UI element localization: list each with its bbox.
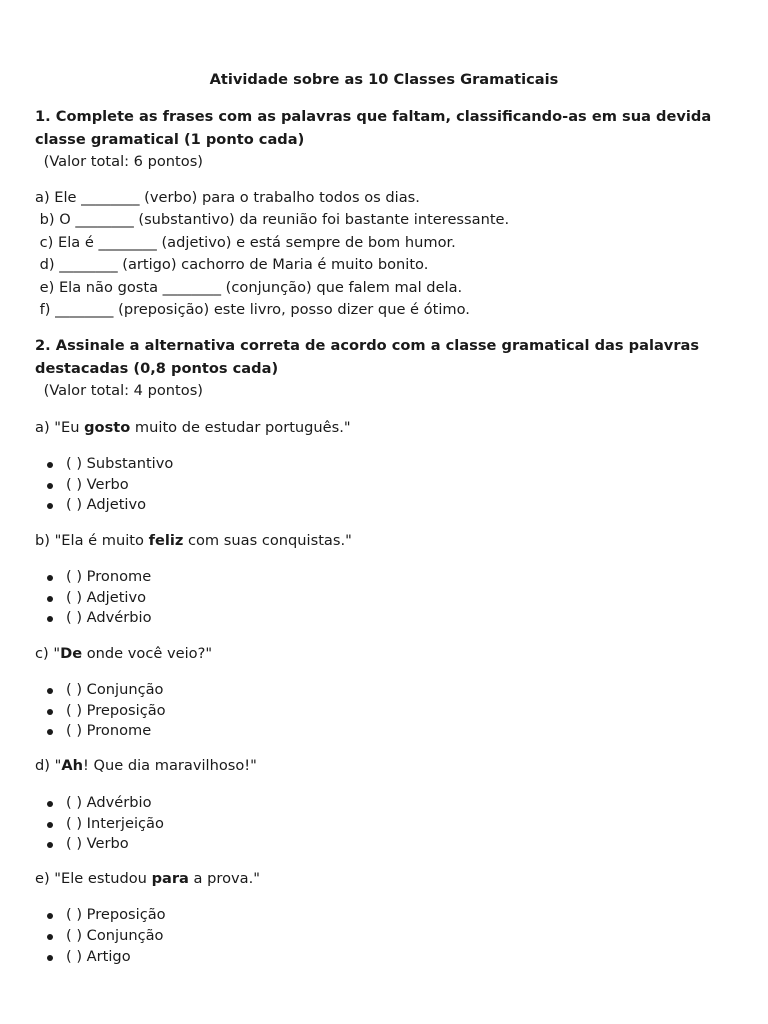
highlighted-word: De — [60, 645, 83, 662]
bullet-icon — [47, 575, 53, 581]
question-2-heading: 2. Assinale a alternativa correta de acordo com a classe gramatical das palavras destacadas (0,8 pontos cada) — [35, 337, 700, 377]
bullet-icon — [47, 709, 53, 715]
q2-d-option-3[interactable]: ( ) Verbo — [66, 835, 129, 852]
bullet-icon — [47, 913, 53, 919]
question-1-value: (Valor total: 6 pontos) — [39, 153, 203, 170]
q2-d-option-1[interactable]: ( ) Advérbio — [66, 794, 152, 811]
bullet-icon — [47, 503, 53, 509]
q1-item-e: e) Ela não gosta ________ (conjunção) que falem mal dela. — [35, 279, 463, 296]
highlighted-word: feliz — [148, 532, 184, 549]
q2-question-a: a) "Eu gosto muito de estudar português." — [35, 419, 351, 436]
q2-question-b: b) "Ela é muito feliz com suas conquistas." — [35, 532, 352, 549]
q1-item-b: b) O ________ (substantivo) da reunião foi bastante interessante. — [35, 211, 510, 228]
q2-question-c: c) "De onde você veio?" — [35, 645, 213, 662]
page-title: Atividade sobre as 10 Classes Gramaticais — [209, 71, 559, 88]
bullet-icon — [47, 801, 53, 807]
highlighted-word: gosto — [84, 419, 131, 436]
q2-c-option-1[interactable]: ( ) Conjunção — [66, 681, 164, 698]
q2-c-option-2[interactable]: ( ) Preposição — [66, 702, 166, 719]
bullet-icon — [47, 483, 53, 489]
q2-a-option-3[interactable]: ( ) Adjetivo — [66, 496, 147, 513]
q1-item-c: c) Ela é ________ (adjetivo) e está sempre de bom humor. — [35, 234, 456, 251]
q2-e-option-1[interactable]: ( ) Preposição — [66, 906, 166, 923]
bullet-icon — [47, 462, 53, 468]
bullet-icon — [47, 729, 53, 735]
q2-b-option-1[interactable]: ( ) Pronome — [66, 568, 152, 585]
q2-a-option-1[interactable]: ( ) Substantivo — [66, 455, 174, 472]
bullet-icon — [47, 842, 53, 848]
bullet-icon — [47, 688, 53, 694]
q2-question-d: d) "Ah! Que dia maravilhoso!" — [35, 757, 257, 774]
q1-item-a: a) Ele ________ (verbo) para o trabalho todos os dias. — [35, 189, 420, 206]
bullet-icon — [47, 934, 53, 940]
q1-item-d: d) ________ (artigo) cachorro de Maria é muito bonito. — [35, 256, 429, 273]
q2-d-option-2[interactable]: ( ) Interjeição — [66, 815, 164, 832]
question-2-value: (Valor total: 4 pontos) — [39, 382, 203, 399]
bullet-icon — [47, 822, 53, 828]
q2-a-option-2[interactable]: ( ) Verbo — [66, 476, 129, 493]
q2-e-option-2[interactable]: ( ) Conjunção — [66, 927, 164, 944]
q2-b-option-3[interactable]: ( ) Advérbio — [66, 609, 152, 626]
q2-c-option-3[interactable]: ( ) Pronome — [66, 722, 152, 739]
highlighted-word: para — [151, 870, 189, 887]
q2-question-e: e) "Ele estudou para a prova." — [35, 870, 260, 887]
q2-b-option-2[interactable]: ( ) Adjetivo — [66, 589, 147, 606]
question-1-heading: 1. Complete as frases com as palavras que faltam, classificando-as em sua devida classe gramatical (1 ponto cada) — [35, 108, 712, 148]
highlighted-word: Ah — [61, 757, 83, 774]
q1-item-f: f) ________ (preposição) este livro, posso dizer que é ótimo. — [35, 301, 470, 318]
bullet-icon — [47, 616, 53, 622]
bullet-icon — [47, 955, 53, 961]
bullet-icon — [47, 596, 53, 602]
q2-e-option-3[interactable]: ( ) Artigo — [66, 948, 131, 965]
